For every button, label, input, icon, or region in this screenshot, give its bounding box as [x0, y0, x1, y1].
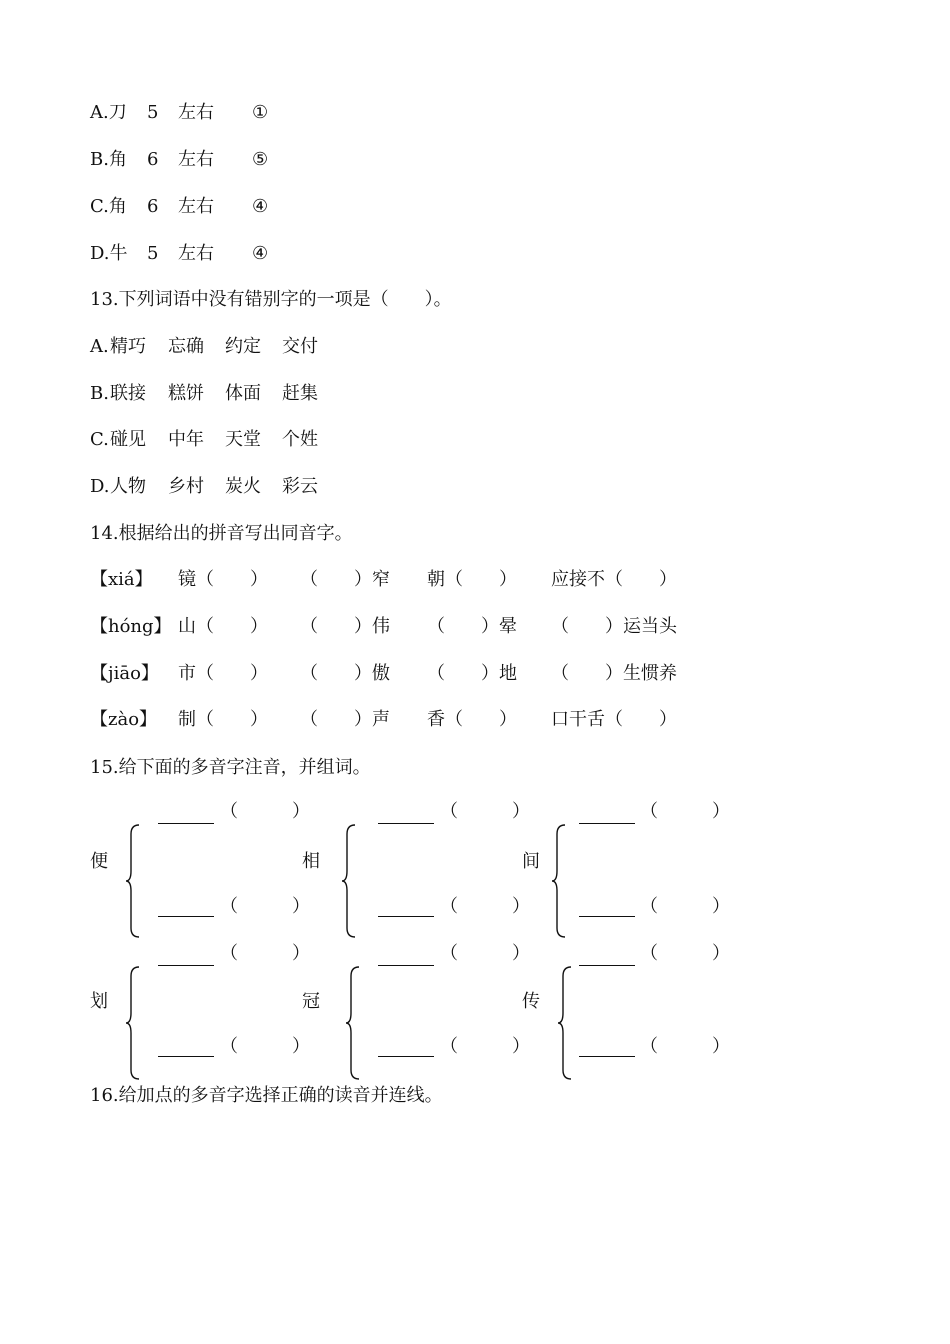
q14-fill-item[interactable]: 口干舌（ ） [551, 709, 677, 730]
q12-option-c-letter: C.角 [90, 196, 127, 217]
q15-answer-blank[interactable] [579, 896, 635, 917]
q15-answer-blank[interactable] [378, 803, 434, 824]
q15-pinyin-paren[interactable]: （ ） [220, 1036, 310, 1057]
q13-word: 精巧 [110, 336, 146, 357]
left-brace-icon [552, 824, 566, 938]
q15-answer-blank[interactable] [378, 945, 434, 966]
q15-answer-blank[interactable] [378, 1036, 434, 1057]
q13-word: 天堂 [225, 429, 261, 450]
q15-pinyin-paren[interactable]: （ ） [440, 801, 530, 822]
q15-item-hua [90, 942, 330, 1082]
q13-word: 碰见 [110, 429, 146, 450]
q12-option-d-strokes: 5 [147, 243, 159, 264]
q14-row-xia [90, 568, 890, 592]
q13-word: 个姓 [282, 429, 318, 450]
q14-fill-item[interactable]: （ ）运当头 [551, 616, 677, 637]
q13-question: 13.下列词语中没有错别字的一项是（ ）。 [90, 289, 452, 310]
q14-row-jiao [90, 662, 890, 686]
q14-fill-item[interactable]: （ ）生惯养 [551, 663, 677, 684]
q15-answer-blank[interactable] [378, 896, 434, 917]
q12-option-b-structure: 左右 [178, 149, 214, 170]
q13-option-d [90, 475, 890, 499]
q13-word: 约定 [225, 336, 261, 357]
q12-option-c-circled: ④ [252, 196, 269, 217]
q14-fill-item[interactable]: 应接不（ ） [551, 569, 677, 590]
q12-option-b-strokes: 6 [147, 149, 159, 170]
q14-fill-item[interactable]: （ ）窄 [300, 569, 390, 590]
q13-word: 交付 [282, 336, 318, 357]
q13-word: 乡村 [168, 476, 204, 497]
q15-char: 冠 [302, 991, 320, 1012]
q15-pinyin-paren[interactable]: （ ） [220, 801, 310, 822]
q15-pinyin-paren[interactable]: （ ） [440, 1036, 530, 1057]
q14-pinyin: 【jiāo】 [90, 663, 159, 684]
q14-question: 14.根据给出的拼音写出同音字。 [90, 523, 353, 544]
q12-option-a-strokes: 5 [147, 102, 159, 123]
left-brace-icon [342, 824, 356, 938]
q14-fill-item[interactable]: （ ）地 [427, 663, 517, 684]
q13-word: 赶集 [282, 383, 318, 404]
q13-option-letter: B. [90, 383, 109, 404]
q12-option-b-circled: ⑤ [252, 149, 269, 170]
q13-word: 炭火 [225, 476, 261, 497]
q13-word: 人物 [110, 476, 146, 497]
q12-option-d-structure: 左右 [178, 243, 214, 264]
q15-item-jian [520, 800, 760, 940]
q14-fill-item[interactable]: 香（ ） [427, 709, 517, 730]
q12-option-d-letter: D.牛 [90, 243, 128, 264]
q15-item-xiang [300, 800, 540, 940]
q15-item-guan [300, 942, 540, 1082]
q14-fill-item[interactable]: （ ）伟 [300, 616, 390, 637]
left-brace-icon [346, 966, 360, 1080]
q15-answer-blank[interactable] [579, 945, 635, 966]
q15-answer-blank[interactable] [158, 945, 214, 966]
q15-char: 间 [522, 851, 540, 872]
q14-pinyin: 【hóng】 [90, 616, 172, 637]
q14-fill-item[interactable]: 镜（ ） [178, 569, 268, 590]
q13-option-letter: C. [90, 429, 109, 450]
q15-char: 相 [302, 851, 320, 872]
q15-answer-blank[interactable] [158, 803, 214, 824]
q15-char: 传 [522, 991, 540, 1012]
q14-fill-item[interactable]: 制（ ） [178, 709, 268, 730]
q15-answer-blank[interactable] [158, 1036, 214, 1057]
q13-word: 忘确 [168, 336, 204, 357]
q14-row-zao [90, 708, 890, 732]
q14-fill-item[interactable]: 市（ ） [178, 663, 268, 684]
q14-fill-item[interactable]: 山（ ） [178, 616, 268, 637]
q15-char: 便 [90, 851, 108, 872]
q15-pinyin-paren[interactable]: （ ） [640, 1036, 730, 1057]
q15-answer-blank[interactable] [158, 896, 214, 917]
q12-option-c-strokes: 6 [147, 196, 159, 217]
q13-option-letter: A. [90, 336, 109, 357]
q15-pinyin-paren[interactable]: （ ） [640, 943, 730, 964]
q16-question: 16.给加点的多音字选择正确的读音并连线。 [90, 1085, 443, 1106]
q13-option-b [90, 382, 890, 406]
q14-fill-item[interactable]: 朝（ ） [427, 569, 517, 590]
left-brace-icon [558, 966, 572, 1080]
q15-pinyin-paren[interactable]: （ ） [220, 896, 310, 917]
q14-fill-item[interactable]: （ ）声 [300, 709, 390, 730]
q15-char: 划 [90, 991, 108, 1012]
q13-word: 联接 [110, 383, 146, 404]
q14-fill-item[interactable]: （ ）傲 [300, 663, 390, 684]
q14-fill-item[interactable]: （ ）晕 [427, 616, 517, 637]
q15-pinyin-paren[interactable]: （ ） [440, 943, 530, 964]
q12-option-a-circled: ① [252, 102, 269, 123]
q15-pinyin-paren[interactable]: （ ） [640, 801, 730, 822]
q13-word: 糕饼 [168, 383, 204, 404]
q15-item-bian [90, 800, 330, 940]
q13-option-a [90, 335, 890, 359]
q13-word: 彩云 [282, 476, 318, 497]
q15-answer-blank[interactable] [579, 1036, 635, 1057]
q14-pinyin: 【zào】 [90, 709, 158, 730]
q13-option-letter: D. [90, 476, 110, 497]
q15-pinyin-paren[interactable]: （ ） [640, 896, 730, 917]
q15-question: 15.给下面的多音字注音，并组词。 [90, 757, 371, 778]
q12-option-d-circled: ④ [252, 243, 269, 264]
q13-word: 体面 [225, 383, 261, 404]
q13-option-c [90, 428, 890, 452]
q14-pinyin: 【xiá】 [90, 569, 153, 590]
q12-option-a-letter: A.刀 [90, 102, 127, 123]
q12-option-b-letter: B.角 [90, 149, 127, 170]
left-brace-icon [126, 966, 140, 1080]
q15-pinyin-paren[interactable]: （ ） [440, 896, 530, 917]
left-brace-icon [126, 824, 140, 938]
q12-option-c-structure: 左右 [178, 196, 214, 217]
q13-word: 中年 [168, 429, 204, 450]
q15-pinyin-paren[interactable]: （ ） [220, 943, 310, 964]
q14-row-hong [90, 615, 890, 639]
q12-option-a-structure: 左右 [178, 102, 214, 123]
q15-item-chuan [520, 942, 760, 1082]
q15-answer-blank[interactable] [579, 803, 635, 824]
